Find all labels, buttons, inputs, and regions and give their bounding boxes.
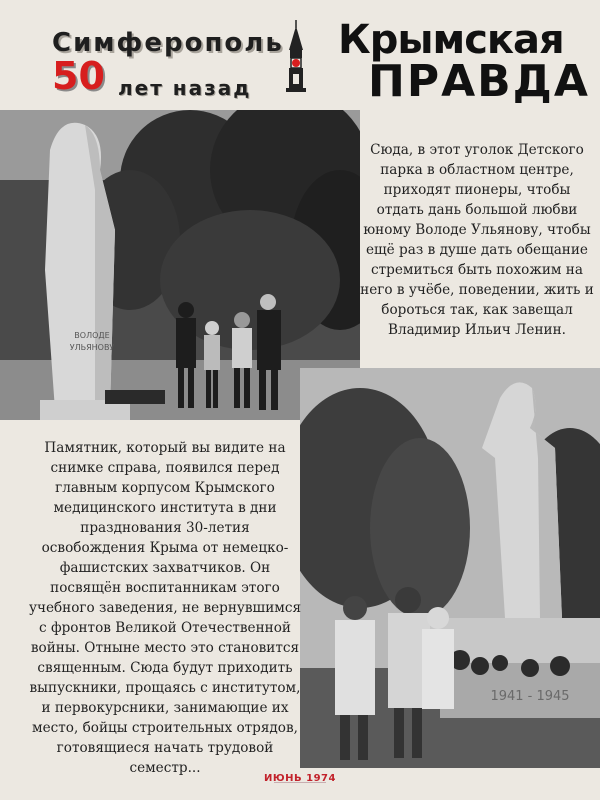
article-paragraph-1: Сюда, в этот уголок Детского парка в областном центре, приходят пионеры, чтобы отдать дань большой любви юному Володе Ульянову, чтобы ещё раз в душе дать обещание стремиться быть похожим на него в учёбе, поведении, жить и бороться так, как завещал Владимир Ильич Ленин. bbox=[360, 142, 594, 338]
masthead-title: Крымская bbox=[338, 17, 564, 63]
masthead-subtitle: ПРАВДА bbox=[368, 56, 590, 107]
plaque-text-line2: УЛЬЯНОВУ bbox=[69, 343, 115, 352]
plaque-text-line1: ВОЛОДЕ bbox=[74, 331, 110, 340]
photo-institute-memorial bbox=[300, 368, 600, 768]
heading-years-text: лет назад bbox=[118, 76, 252, 100]
heading-years-number: 50 bbox=[52, 54, 105, 98]
footer-date: ИЮНЬ 1974 bbox=[264, 773, 336, 784]
memorial-inscription: 1941 - 1945 bbox=[490, 689, 570, 704]
clock-tower-icon bbox=[283, 20, 309, 100]
article-paragraph-2: Памятник, который вы видите на снимке справа, появился перед главным корпусом Крымского медицинского института в дни празднования 30-летия освобождения Крыма от немецко-фашистских захватчиков. Он посвящён воспитанникам этого учебного заведения, не вернувшимся с фронтов Великой Отечественной войны. Отныне место это становится священным. Сюда будут приходить выпускники, прощаясь с институтом, и первокурсники, занимающие их место, бойцы строительных отрядов, готовящиеся начать трудовой семестр... bbox=[28, 440, 302, 776]
heading-city: Симферополь bbox=[52, 28, 284, 58]
